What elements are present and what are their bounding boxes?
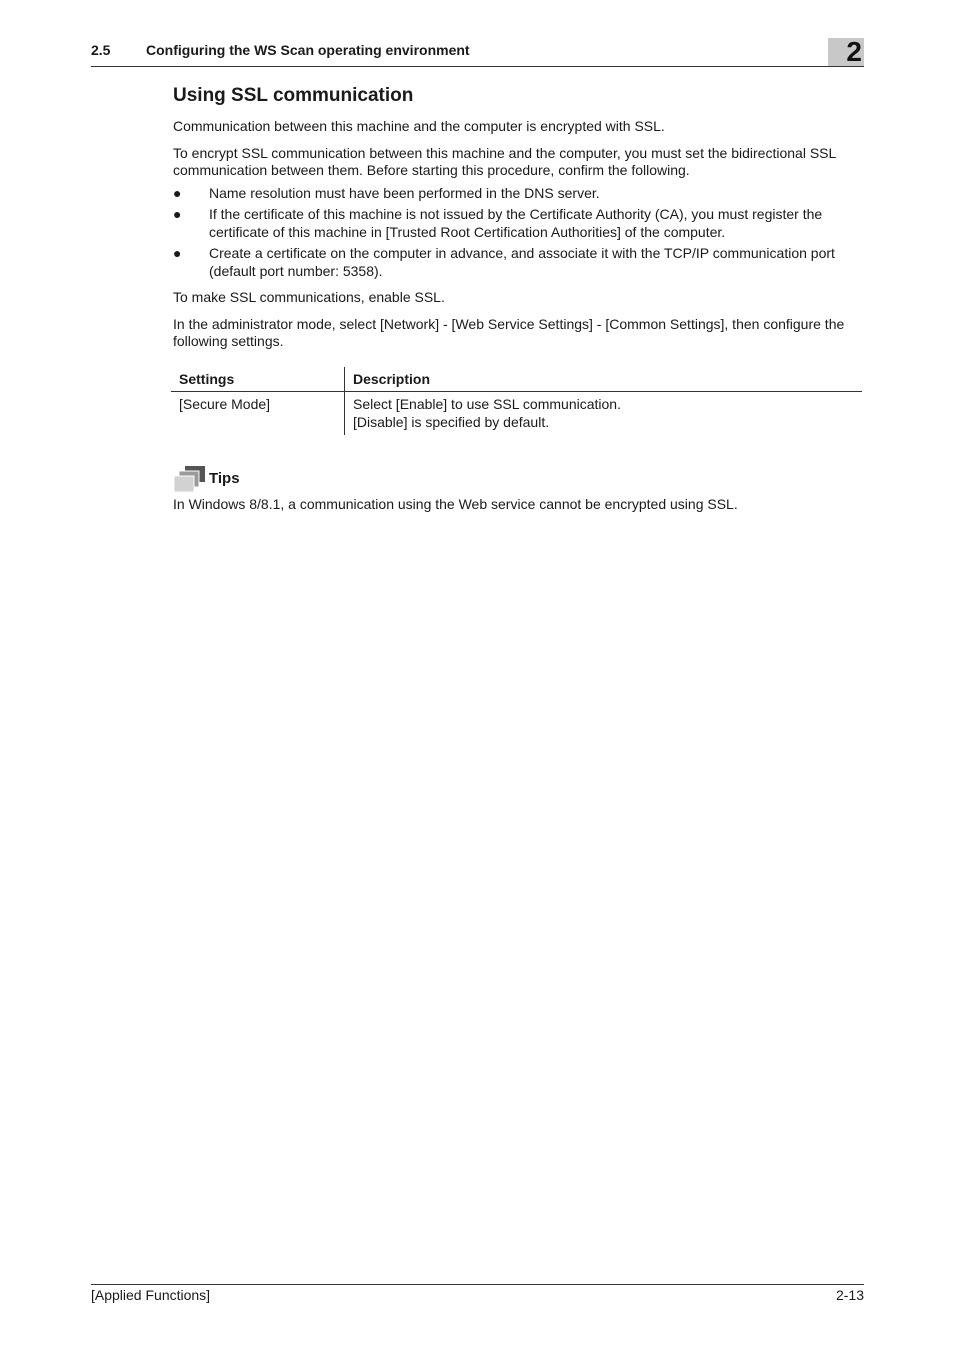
prerequisite-list [173, 185, 863, 281]
settings-table [171, 367, 862, 436]
setting-description-cell [345, 392, 863, 436]
admin-mode-paragraph: In the administrator mode, select [Network] - [Web Service Settings] - [Common Settings], then configure the following settings. [173, 315, 845, 349]
list-item-text: If the certificate of this machine is not issued by the Certificate Authority (CA), you must register the certificate of this machine in [Trusted Root Certification Authorities] of the computer. [209, 206, 823, 240]
page-content [173, 84, 863, 523]
page-number: 2-13 [835, 1287, 864, 1303]
description-line: [Disable] is specified by default. [353, 413, 550, 430]
chapter-tab [828, 38, 864, 66]
list-item-text: Name resolution must have been performed in the DNS server. [209, 184, 600, 201]
running-header [91, 40, 864, 67]
list-item [173, 185, 863, 203]
chapter-number: 2 [846, 36, 862, 67]
page-footer [91, 1284, 864, 1303]
section-number: 2.5 [91, 42, 111, 58]
intro-paragraph: Communication between this machine and the computer is encrypted with SSL. [173, 118, 665, 134]
page-title: Using SSL communication [173, 85, 414, 106]
list-item [173, 245, 863, 280]
description-line: Select [Enable] to use SSL communication. [353, 396, 621, 412]
tips-icon [173, 465, 207, 495]
bullet-icon: ● [173, 245, 182, 261]
list-item [173, 206, 863, 241]
footer-book-title: [Applied Functions] [91, 1287, 211, 1303]
list-item-text: Create a certificate on the computer in advance, and associate it with the TCP/IP communication port (default port number: 5358). [209, 245, 835, 279]
bullet-icon: ● [173, 206, 182, 222]
tips-text: In Windows 8/8.1, a communication using the Web service cannot be encrypted using SSL. [173, 496, 738, 512]
section-title: Configuring the WS Scan operating environment [146, 42, 470, 58]
setting-name-cell: [Secure Mode] [171, 392, 345, 436]
tips-heading [173, 465, 863, 495]
table-header-row [171, 367, 862, 392]
enable-ssl-paragraph: To make SSL communications, enable SSL. [173, 289, 445, 305]
bullet-icon: ● [173, 184, 182, 201]
column-header-settings: Settings [171, 367, 345, 392]
column-header-description: Description [345, 367, 863, 392]
ssl-requirement-paragraph: To encrypt SSL communication between this machine and the computer, you must set the bidirectional SSL communication between them. Before starting this procedure, confirm the following. [173, 144, 836, 178]
table-row [171, 392, 862, 436]
tips-label: Tips [209, 470, 240, 487]
